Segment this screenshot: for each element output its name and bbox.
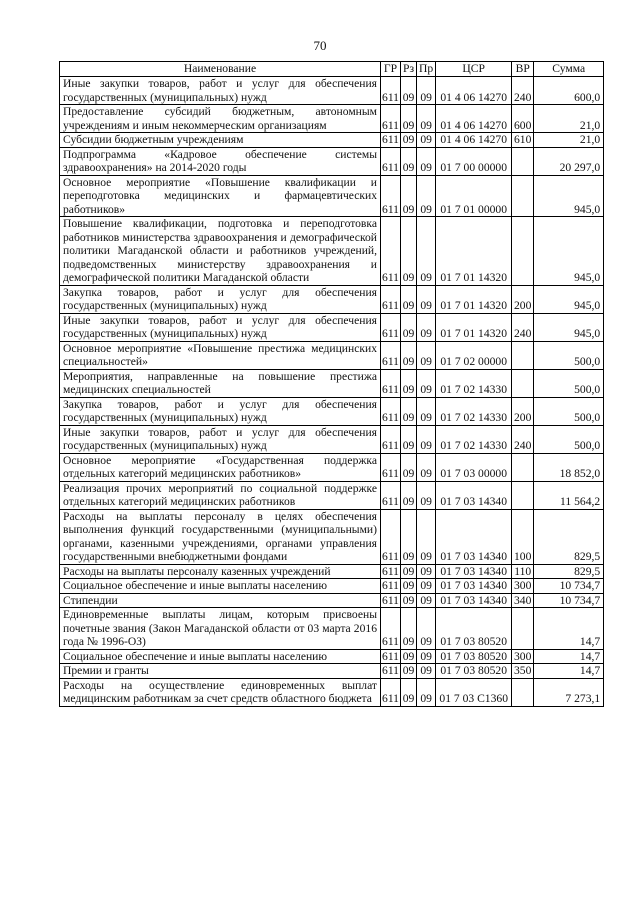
cell-name: Подпрограмма «Кадровое обеспечение системы здравоохранения» на 2014-2020 годы	[60, 147, 381, 175]
cell-name: Иные закупки товаров, работ и услуг для обеспечения государственных (муниципальных) нужд	[60, 313, 381, 341]
col-header-gr: ГР	[381, 62, 401, 77]
cell-name: Реализация прочих мероприятий по социальной поддержке отдельных категорий медицинских работников	[60, 481, 381, 509]
cell-pr: 09	[417, 509, 436, 564]
cell-name: Премии и гранты	[60, 664, 381, 679]
cell-csr: 01 7 03 14340	[436, 593, 512, 608]
cell-sum: 945,0	[534, 313, 604, 341]
cell-pr: 09	[417, 285, 436, 313]
cell-rz: 09	[401, 285, 417, 313]
cell-csr: 01 7 02 00000	[436, 341, 512, 369]
cell-vr: 200	[512, 397, 534, 425]
cell-csr: 01 7 03 14340	[436, 579, 512, 594]
cell-vr	[512, 147, 534, 175]
cell-sum: 600,0	[534, 77, 604, 105]
cell-rz: 09	[401, 133, 417, 148]
table-row	[60, 77, 604, 105]
cell-rz: 09	[401, 564, 417, 579]
cell-rz: 09	[401, 608, 417, 650]
table-row	[60, 678, 604, 706]
cell-sum: 500,0	[534, 397, 604, 425]
cell-sum: 14,7	[534, 608, 604, 650]
cell-pr: 09	[417, 175, 436, 217]
cell-name: Основное мероприятие «Повышение престижа медицинских специальностей»	[60, 341, 381, 369]
cell-gr: 611	[381, 105, 401, 133]
cell-rz: 09	[401, 105, 417, 133]
cell-rz: 09	[401, 217, 417, 286]
cell-vr	[512, 481, 534, 509]
cell-name: Расходы на выплаты персоналу в целях обеспечения выполнения функций государственными (муниципальными) органами, казенными учреждениями, органами управления государственными внебюджетными фондами	[60, 509, 381, 564]
cell-gr: 611	[382, 133, 399, 146]
cell-rz: 09	[401, 341, 417, 369]
cell-sum: 10 734,7	[534, 593, 604, 608]
table-row	[60, 453, 604, 481]
cell-vr: 350	[512, 664, 534, 679]
cell-pr: 09	[417, 133, 436, 148]
cell-name: Иные закупки товаров, работ и услуг для обеспечения государственных (муниципальных) нужд	[60, 77, 381, 105]
cell-sum: 14,7	[534, 664, 604, 679]
cell-vr: 110	[512, 564, 534, 579]
cell-sum: 829,5	[534, 564, 604, 579]
cell-pr: 09	[417, 678, 436, 706]
cell-sum: 18 852,0	[534, 453, 604, 481]
cell-csr: 01 7 03 00000	[436, 453, 512, 481]
cell-csr: 01 7 01 14320	[436, 217, 512, 286]
cell-rz: 09	[401, 481, 417, 509]
cell-sum: 945,0	[534, 285, 604, 313]
cell-gr: 611	[381, 425, 401, 453]
cell-name: Социальное обеспечение и иные выплаты населению	[60, 649, 381, 664]
cell-sum: 500,0	[534, 425, 604, 453]
table-body	[60, 77, 604, 707]
col-header-rz: Рз	[401, 62, 417, 77]
cell-gr: 611	[381, 313, 401, 341]
cell-rz: 09	[401, 175, 417, 217]
col-header-csr: ЦСР	[436, 62, 512, 77]
table-row	[60, 579, 604, 594]
cell-gr: 611	[381, 397, 401, 425]
cell-vr	[512, 341, 534, 369]
cell-pr: 09	[417, 608, 436, 650]
cell-csr: 01 4 06 14270	[436, 105, 512, 133]
cell-pr: 09	[417, 664, 436, 679]
cell-sum: 500,0	[534, 369, 604, 397]
cell-name: Расходы на осуществление единовременных выплат медицинским работникам за счет средств областного бюджета	[60, 678, 381, 706]
table-row	[60, 425, 604, 453]
cell-vr: 240	[512, 313, 534, 341]
col-header-pr: Пр	[417, 62, 436, 77]
cell-vr: 240	[512, 425, 534, 453]
cell-csr: 01 7 03 С1360	[436, 678, 512, 706]
cell-gr: 611	[381, 175, 401, 217]
cell-rz: 09	[401, 579, 417, 594]
cell-vr: 340	[512, 593, 534, 608]
table-row	[60, 147, 604, 175]
cell-sum: 500,0	[534, 341, 604, 369]
cell-csr: 01 4 06 14270	[436, 77, 512, 105]
cell-vr	[512, 608, 534, 650]
cell-vr: 100	[512, 509, 534, 564]
cell-gr: 611	[382, 649, 399, 663]
cell-vr	[512, 369, 534, 397]
cell-pr: 09	[417, 77, 436, 105]
cell-sum: 10 734,7	[534, 579, 604, 594]
cell-gr: 611	[381, 217, 401, 286]
cell-name: Субсидии бюджетным учреждениям	[60, 133, 381, 148]
cell-gr: 611	[381, 285, 401, 313]
cell-rz: 09	[401, 313, 417, 341]
table-row	[60, 564, 604, 579]
cell-rz: 09	[401, 664, 417, 679]
cell-vr	[512, 678, 534, 706]
col-header-vr: ВР	[512, 62, 534, 77]
table-row	[60, 593, 604, 608]
cell-pr: 09	[417, 579, 436, 594]
cell-rz: 09	[401, 509, 417, 564]
cell-gr: 611	[382, 564, 399, 578]
table-row	[60, 397, 604, 425]
cell-name: Повышение квалификации, подготовка и переподготовка работников министерства здравоохранения и демографической политики Магаданской области и работников учреждений, подведомственных министерству здравоохранения и демографической политики Магаданской области	[60, 217, 381, 286]
cell-sum: 829,5	[534, 509, 604, 564]
cell-name: Иные закупки товаров, работ и услуг для обеспечения государственных (муниципальных) нужд	[60, 425, 381, 453]
cell-vr	[512, 175, 534, 217]
cell-vr: 200	[512, 285, 534, 313]
cell-gr: 611	[381, 453, 401, 481]
cell-rz: 09	[401, 593, 417, 608]
cell-vr: 300	[512, 649, 534, 664]
cell-pr: 09	[417, 481, 436, 509]
cell-vr	[512, 453, 534, 481]
cell-gr: 611	[381, 77, 401, 105]
cell-gr: 611	[382, 664, 399, 677]
cell-vr: 610	[512, 133, 534, 148]
cell-rz: 09	[401, 397, 417, 425]
table-row	[60, 509, 604, 564]
cell-sum: 20 297,0	[534, 147, 604, 175]
cell-name: Предоставление субсидий бюджетным, автономным учреждениям и иным некоммерческим организациям	[60, 105, 381, 133]
cell-sum: 7 273,1	[534, 678, 604, 706]
table-row	[60, 369, 604, 397]
cell-csr: 01 7 02 14330	[436, 397, 512, 425]
cell-pr: 09	[417, 369, 436, 397]
cell-gr: 611	[381, 678, 401, 706]
cell-csr: 01 7 01 00000	[436, 175, 512, 217]
cell-pr: 09	[417, 217, 436, 286]
cell-gr: 611	[381, 341, 401, 369]
cell-vr: 240	[512, 77, 534, 105]
table-row	[60, 105, 604, 133]
cell-name: Основное мероприятие «Государственная поддержка отдельных категорий медицинских работников»	[60, 453, 381, 481]
cell-gr: 611	[381, 369, 401, 397]
cell-rz: 09	[401, 678, 417, 706]
table-row	[60, 133, 604, 148]
cell-csr: 01 7 03 80520	[436, 664, 512, 679]
cell-pr: 09	[417, 425, 436, 453]
cell-vr	[512, 217, 534, 286]
cell-rz: 09	[401, 147, 417, 175]
cell-csr: 01 7 03 14340	[436, 564, 512, 579]
cell-rz: 09	[401, 453, 417, 481]
cell-rz: 09	[401, 77, 417, 105]
cell-pr: 09	[417, 397, 436, 425]
table-header-row	[60, 62, 604, 77]
table-row	[60, 217, 604, 286]
table-row	[60, 313, 604, 341]
cell-name: Мероприятия, направленные на повышение престижа медицинских специальностей	[60, 369, 381, 397]
cell-gr: 611	[382, 593, 399, 607]
table-row	[60, 664, 604, 679]
cell-sum: 14,7	[534, 649, 604, 664]
cell-name: Единовременные выплаты лицам, которым присвоены почетные звания (Закон Магаданской области от 03 марта 2016 года № 1996-ОЗ)	[60, 608, 381, 650]
page-number: 70	[313, 38, 327, 53]
cell-csr: 01 7 02 14330	[436, 425, 512, 453]
table-row	[60, 481, 604, 509]
cell-pr: 09	[417, 341, 436, 369]
cell-gr: 611	[381, 481, 401, 509]
cell-csr: 01 7 03 80520	[436, 608, 512, 650]
cell-csr: 01 7 03 14340	[436, 481, 512, 509]
cell-csr: 01 7 03 14340	[436, 509, 512, 564]
table-row	[60, 608, 604, 650]
cell-sum: 11 564,2	[534, 481, 604, 509]
cell-name: Стипендии	[60, 593, 381, 608]
cell-csr: 01 7 01 14320	[436, 285, 512, 313]
cell-csr: 01 7 03 80520	[436, 649, 512, 664]
table-row	[60, 341, 604, 369]
cell-rz: 09	[401, 369, 417, 397]
cell-csr: 01 7 01 14320	[436, 313, 512, 341]
cell-pr: 09	[417, 105, 436, 133]
cell-name: Закупка товаров, работ и услуг для обеспечения государственных (муниципальных) нужд	[60, 397, 381, 425]
cell-vr: 600	[512, 105, 534, 133]
cell-name: Закупка товаров, работ и услуг для обеспечения государственных (муниципальных) нужд	[60, 285, 381, 313]
cell-sum: 945,0	[534, 175, 604, 217]
cell-name: Социальное обеспечение и иные выплаты населению	[60, 579, 381, 594]
cell-pr: 09	[417, 564, 436, 579]
table-row	[60, 175, 604, 217]
budget-table	[59, 61, 604, 707]
cell-sum: 21,0	[534, 133, 604, 148]
col-header-name: Наименование	[60, 62, 381, 77]
cell-gr: 611	[381, 147, 401, 175]
cell-rz: 09	[401, 649, 417, 664]
table-row	[60, 649, 604, 664]
cell-csr: 01 4 06 14270	[436, 133, 512, 148]
col-header-sum: Сумма	[534, 62, 604, 77]
cell-pr: 09	[417, 313, 436, 341]
cell-gr: 611	[381, 509, 401, 564]
cell-pr: 09	[417, 593, 436, 608]
cell-name: Расходы на выплаты персоналу казенных учреждений	[60, 564, 381, 579]
cell-sum: 21,0	[534, 105, 604, 133]
cell-sum: 945,0	[534, 217, 604, 286]
cell-csr: 01 7 00 00000	[436, 147, 512, 175]
cell-pr: 09	[417, 147, 436, 175]
cell-pr: 09	[417, 453, 436, 481]
cell-name: Основное мероприятие «Повышение квалификации и переподготовка медицинских и фармацевтических работников»	[60, 175, 381, 217]
cell-vr: 300	[512, 579, 534, 594]
cell-gr: 611	[382, 579, 399, 592]
cell-csr: 01 7 02 14330	[436, 369, 512, 397]
table-row	[60, 285, 604, 313]
cell-rz: 09	[401, 425, 417, 453]
cell-gr: 611	[381, 608, 401, 650]
cell-pr: 09	[417, 649, 436, 664]
